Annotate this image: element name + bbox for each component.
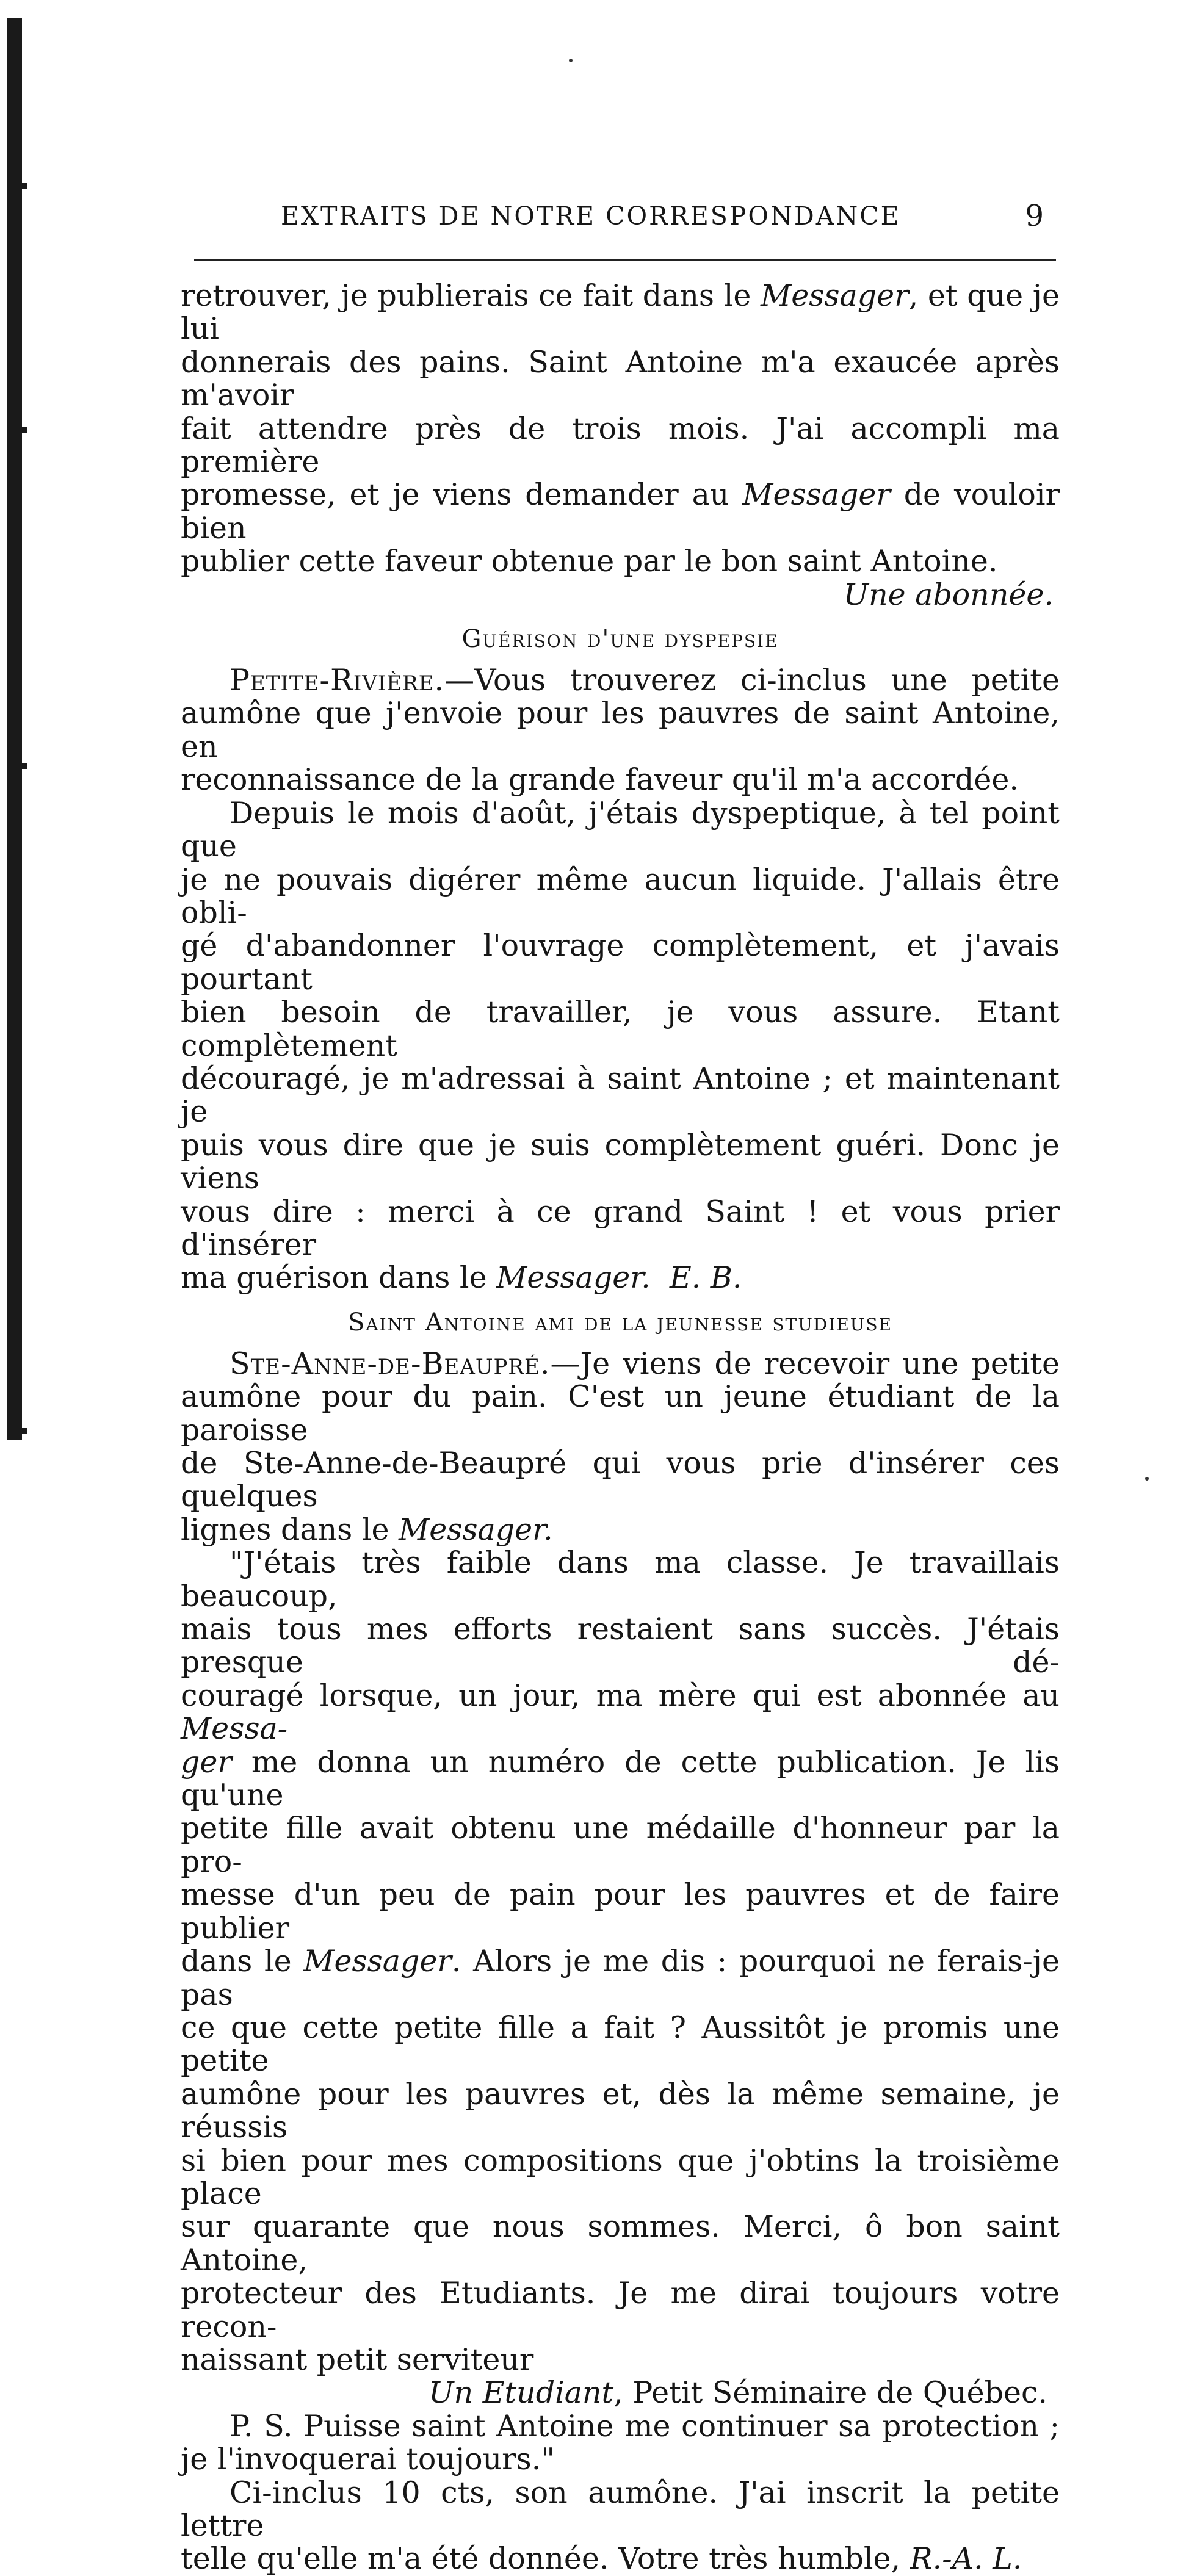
body-line: retrouver, je publierais ce fait dans le Messager, et que je lui [181, 278, 1060, 347]
body-line: ma guérison dans le Messager. E. B. [181, 1260, 742, 1296]
letter-line: si bien pour mes compositions que j'obtins la troisième place [181, 2143, 1060, 2211]
binding-mark [22, 763, 27, 769]
place-name: Petite-Rivière. [230, 663, 445, 698]
binding-mark [22, 427, 27, 433]
letter-line: couragé lorsque, un jour, ma mère qui est abonnée au Messa- [181, 1678, 1060, 1747]
body-line: Ci-inclus 10 cts, son aumône. J'ai inscrit la petite lettre [181, 2475, 1060, 2543]
binding-mark [22, 183, 27, 189]
letter-line: protecteur des Etudiants. Je me dirai toujours votre recon- [181, 2276, 1060, 2344]
letter-line: ger me donna un numéro de cette publication. Je lis qu'une [181, 1744, 1060, 1813]
body-line: de Ste-Anne-de-Beaupré qui vous prie d'insérer ces quelques [181, 1446, 1060, 1514]
body-line: découragé, je m'adressai à saint Antoine ; et maintenant je [181, 1061, 1060, 1130]
body-line: Depuis le mois d'août, j'étais dyspeptique, à tel point que [181, 795, 1060, 864]
letter-line: petite fille avait obtenu une médaille d'honneur par la pro- [181, 1811, 1060, 1879]
section-heading: Saint Antoine ami de la jeunesse studieuse [348, 1308, 892, 1337]
page-number: 9 [1025, 199, 1044, 233]
signature: E. B. [669, 1260, 742, 1296]
print-speck [569, 59, 573, 62]
header-rule [194, 259, 1056, 261]
letter-line: messe d'un peu de pain pour les pauvres et de faire publier [181, 1877, 1060, 1946]
letter-line: ce que cette petite fille a fait ? Aussitôt je promis une petite [181, 2010, 1060, 2079]
body-line: promesse, et je viens demander au Messager de vouloir bien [181, 477, 1060, 546]
body-line: publier cette faveur obtenue par le bon saint Antoine. [181, 544, 998, 579]
running-head [183, 201, 1056, 238]
letter-line: naissant petit serviteur [181, 2342, 534, 2377]
letter-line: mais tous mes efforts restaient sans succès. J'étais presque dé- [181, 1612, 1060, 1680]
signature: Un Etudiant, Petit Séminaire de Québec. [429, 2375, 1047, 2411]
place-name: Ste-Anne-de-Beaupré. [230, 1346, 551, 1381]
signature: Une abonnée. [843, 577, 1054, 612]
body-line: Petite-Rivière.—Vous trouverez ci-inclus une petite [230, 663, 1060, 698]
page-binding-edge [0, 0, 28, 1465]
body-line: fait attendre près de trois mois. J'ai accompli ma première [181, 411, 1060, 480]
letter-line: "J'étais très faible dans ma classe. Je travaillais beaucoup, [181, 1545, 1060, 1614]
body-line: vous dire : merci à ce grand Saint ! et vous prier d'insérer [181, 1194, 1060, 1262]
body-line: je l'invoquerai toujours." [181, 2442, 555, 2477]
body-line: puis vous dire que je suis complètement guéri. Donc je viens [181, 1127, 1060, 1196]
letter-line: aumône pour les pauvres et, dès la même semaine, je réussis [181, 2076, 1060, 2145]
body-line: lignes dans le Messager. [181, 1512, 553, 1547]
letter-line: sur quarante que nous sommes. Merci, ô bon saint Antoine, [181, 2209, 1060, 2278]
body-line: aumône pour du pain. C'est un jeune étudiant de la paroisse [181, 1379, 1060, 1448]
body-line: bien besoin de travailler, je vous assure. Etant complètement [181, 995, 1060, 1063]
binding-mark [22, 1428, 27, 1434]
body-line: gé d'abandonner l'ouvrage complètement, et j'avais pourtant [181, 928, 1060, 997]
body-line: reconnaissance de la grande faveur qu'il m'a accordée. [181, 762, 1019, 798]
body-line: P. S. Puisse saint Antoine me continuer sa protection ; [230, 2408, 1060, 2444]
print-speck [1145, 1477, 1149, 1481]
body-line: telle qu'elle m'a été donnée. Votre très humble, R.-A. L. [181, 2541, 1022, 2576]
page-body [181, 280, 1060, 2576]
binding-shadow [7, 18, 22, 1440]
body-line: donnerais des pains. Saint Antoine m'a exaucée après m'avoir [181, 344, 1060, 413]
body-line: je ne pouvais digérer même aucun liquide. J'allais être obli- [181, 862, 1060, 930]
section-heading: Guérison d'une dyspepsie [461, 625, 779, 654]
signature: R.-A. L. [910, 2541, 1022, 2576]
letter-line: dans le Messager. Alors je me dis : pourquoi ne ferais-je pas [181, 1944, 1060, 2012]
running-head-title: EXTRAITS DE NOTRE CORRESPONDANCE [281, 201, 901, 231]
body-line: Ste-Anne-de-Beaupré.—Je viens de recevoir une petite [230, 1346, 1060, 1381]
body-line: aumône que j'envoie pour les pauvres de saint Antoine, en [181, 696, 1060, 764]
